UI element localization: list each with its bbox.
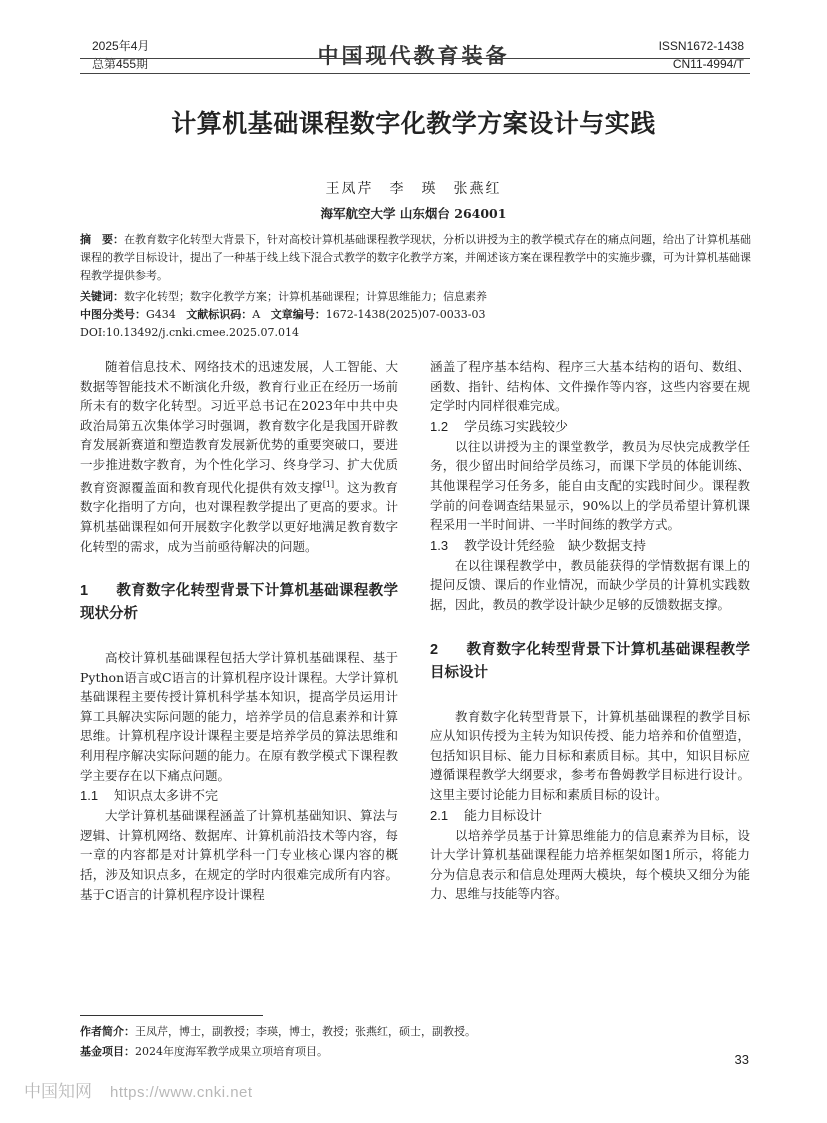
section-1-3-paragraph: 在以往课程教学中，教员能获得的学情数据有课上的提问反馈、课后的作业情况，而缺少学员的计算机实践数据，因此，教员的教学设计缺少足够的反馈数据支撑。 <box>430 557 750 612</box>
journal-name: 中国现代教育装备 <box>317 43 510 68</box>
section-1-2-title: 学员练习实践较少 <box>464 418 569 434</box>
section-2-heading <box>430 639 750 685</box>
section-2-1-paragraph: 以培养学员基于计算思维能力的信息素养为目标，设计大学计算机基础课程能力培养框架如图1所示，将能力分为信息表示和信息处理两大模块，每个模块又细分为能力、思维与技能等内容。 <box>430 827 750 902</box>
section-1-2-paragraph: 以往以讲授为主的课堂教学，教员为尽快完成教学任务，很少留出时间给学员练习，而课下学员的体能训练、其他课程学习任务多，能自由支配的实践时间少。课程教学前的问卷调查结果显示，90%以上的学员希望计算机课程采用一半时间讲、一半时间练的教学方式。 <box>430 438 750 533</box>
left-column <box>80 357 398 904</box>
author-bio-text: 王凤芹，博士，副教授；李瑛，博士，教授；张燕红，硕士，副教授。 <box>135 1025 476 1038</box>
cnki-watermark <box>24 1077 253 1102</box>
section-2-1-number: 2.1 <box>430 807 449 823</box>
watermark-name: 中国知网 <box>24 1082 92 1102</box>
section-1-2-number: 1.2 <box>430 418 449 434</box>
fund-label: 基金项目： <box>80 1045 135 1058</box>
section-1-3-number: 1.3 <box>430 537 449 553</box>
page-number: 33 <box>734 1052 749 1067</box>
header-right <box>659 37 744 73</box>
article-title: 计算机基础课程数字化教学方案设计与实践 <box>171 109 656 138</box>
header-rule-top <box>80 58 750 59</box>
clc-label: 中图分类号： <box>80 308 146 321</box>
abstract <box>80 231 752 285</box>
article-number-label: 文章编号： <box>270 308 326 321</box>
section-1-heading <box>80 580 398 626</box>
watermark-url[interactable]: https://www.cnki.net <box>110 1084 253 1101</box>
section-1-2-heading <box>430 416 750 437</box>
fund-text: 2024年度海军教学成果立项培育项目。 <box>135 1045 328 1058</box>
citation-ref: [1] <box>322 479 335 489</box>
abstract-label: 摘 要： <box>80 233 124 246</box>
header-issn: ISSN1672-1438 <box>658 39 744 53</box>
article-number-value: 1672-1438(2025)07-0033-03 <box>325 308 486 321</box>
section-1-1-title: 知识点太多讲不完 <box>114 788 219 804</box>
header-date: 2025年4月 <box>92 39 150 53</box>
keywords-label: 关键词： <box>80 290 124 303</box>
intro-paragraph: 随着信息技术、网络技术的迅速发展，人工智能、大数据等智能技术不断演化升级，教育行业正在经历一场前所未有的数字化转型。习近平总书记在2023年中共中央政治局第五次集体学习时强调，教育数字化是我国开辟教育发展新赛道和塑造教育发展新优势的重要突破口，要进一步推进数字教育，为个性化学习、终身学习、扩大优质教育资源覆盖面和教育现代化提供有效支撑[1]。这为教育数字化指明了方向，也对课程教学提出了更高的要求。计算机基础课程如何开展数字化教学以更好地满足教育数字化转型的需求，成为当前亟待解决的问题。 <box>80 359 398 554</box>
doc-code-value: A <box>252 308 261 321</box>
section-1-paragraph: 高校计算机基础课程包括大学计算机基础课程、基于Python语言或C语言的计算机程序设计课程。大学计算机基础课程主要传授计算机科学基本知识，提高学员运用计算工具解决实际问题的能力，培养学员的信息素养和计算思维。计算机程序设计课程主要是培养学员的算法思维和利用程序解决实际问题的能力。在原有教学模式下课程教学主要存在以下痛点问题。 <box>80 650 398 783</box>
section-1-1-number: 1.1 <box>80 788 99 804</box>
section-2-1-heading <box>430 805 750 826</box>
abstract-text: 在教育数字化转型大背景下，针对高校计算机基础课程教学现状，分析以讲授为主的教学模式存在的痛点问题，给出了计算机基础课程的教学目标设计，提出了一种基于线上线下混合式教学的数字化教学方案，并阐述该方案在课程教学中的实施步骤，可为计算机基础课程教学提供参考。 <box>80 233 751 282</box>
section-2-1-title: 能力目标设计 <box>464 807 543 823</box>
footnotes <box>80 1022 752 1062</box>
section-1-3-title: 教学设计凭经验 缺少数据支持 <box>464 537 647 553</box>
section-2-number: 2 <box>430 641 439 658</box>
footnote-rule <box>80 1015 263 1016</box>
section-1-title: 教育数字化转型背景下计算机基础课程教学现状分析 <box>80 583 398 623</box>
fund-info <box>80 1042 752 1062</box>
keywords-text: 数字化转型；数字化教学方案；计算机基础课程；计算思维能力；信息素养 <box>124 290 487 303</box>
right-column <box>430 357 750 904</box>
section-1-1-paragraph: 大学计算机基础课程涵盖了计算机基础知识、算法与逻辑、计算机网络、数据库、计算机前沿技术等内容，每一章的内容都是对计算机学科一门专业核心课内容的概括，涉及知识点多，在规定的学时内很难完成所有内容。基于C语言的计算机程序设计课程 <box>80 808 398 902</box>
section-2-paragraph: 教育数字化转型背景下，计算机基础课程的教学目标应从知识传授为主转为知识传授、能力培养和价值塑造，包括知识目标、能力目标和素质目标。其中，知识目标应遵循课程教学大纲要求，参考布鲁姆教学目标进行设计。这里主要讨论能力目标和素质目标的设计。 <box>430 708 750 802</box>
keywords <box>80 288 752 306</box>
doc-code-label: 文献标识码： <box>186 308 253 321</box>
authors: 王凤芹 李 瑛 张燕红 <box>325 181 502 197</box>
section-2-title: 教育数字化转型背景下计算机基础课程教学目标设计 <box>430 641 750 681</box>
section-1-3-heading <box>430 535 750 556</box>
header-rule-bottom <box>80 73 750 74</box>
section-1-number: 1 <box>80 583 89 600</box>
header-cn: CN11-4994/T <box>672 57 744 71</box>
section-1-1-heading <box>80 785 398 806</box>
header-issue: 总第455期 <box>92 57 149 71</box>
continued-paragraph: 涵盖了程序基本结构、程序三大基本结构的语句、数组、函数、指针、结构体、文件操作等内容，这些内容要在规定学时内同样很难完成。 <box>430 359 750 414</box>
doi: DOI:10.13492/j.cnki.cmee.2025.07.014 <box>80 326 300 339</box>
author-bio-label: 作者简介： <box>80 1025 135 1038</box>
classification-line <box>80 306 752 324</box>
clc-value: G434 <box>146 308 176 321</box>
affiliation: 海军航空大学 山东烟台 264001 <box>320 206 507 221</box>
author-bio <box>80 1022 752 1042</box>
